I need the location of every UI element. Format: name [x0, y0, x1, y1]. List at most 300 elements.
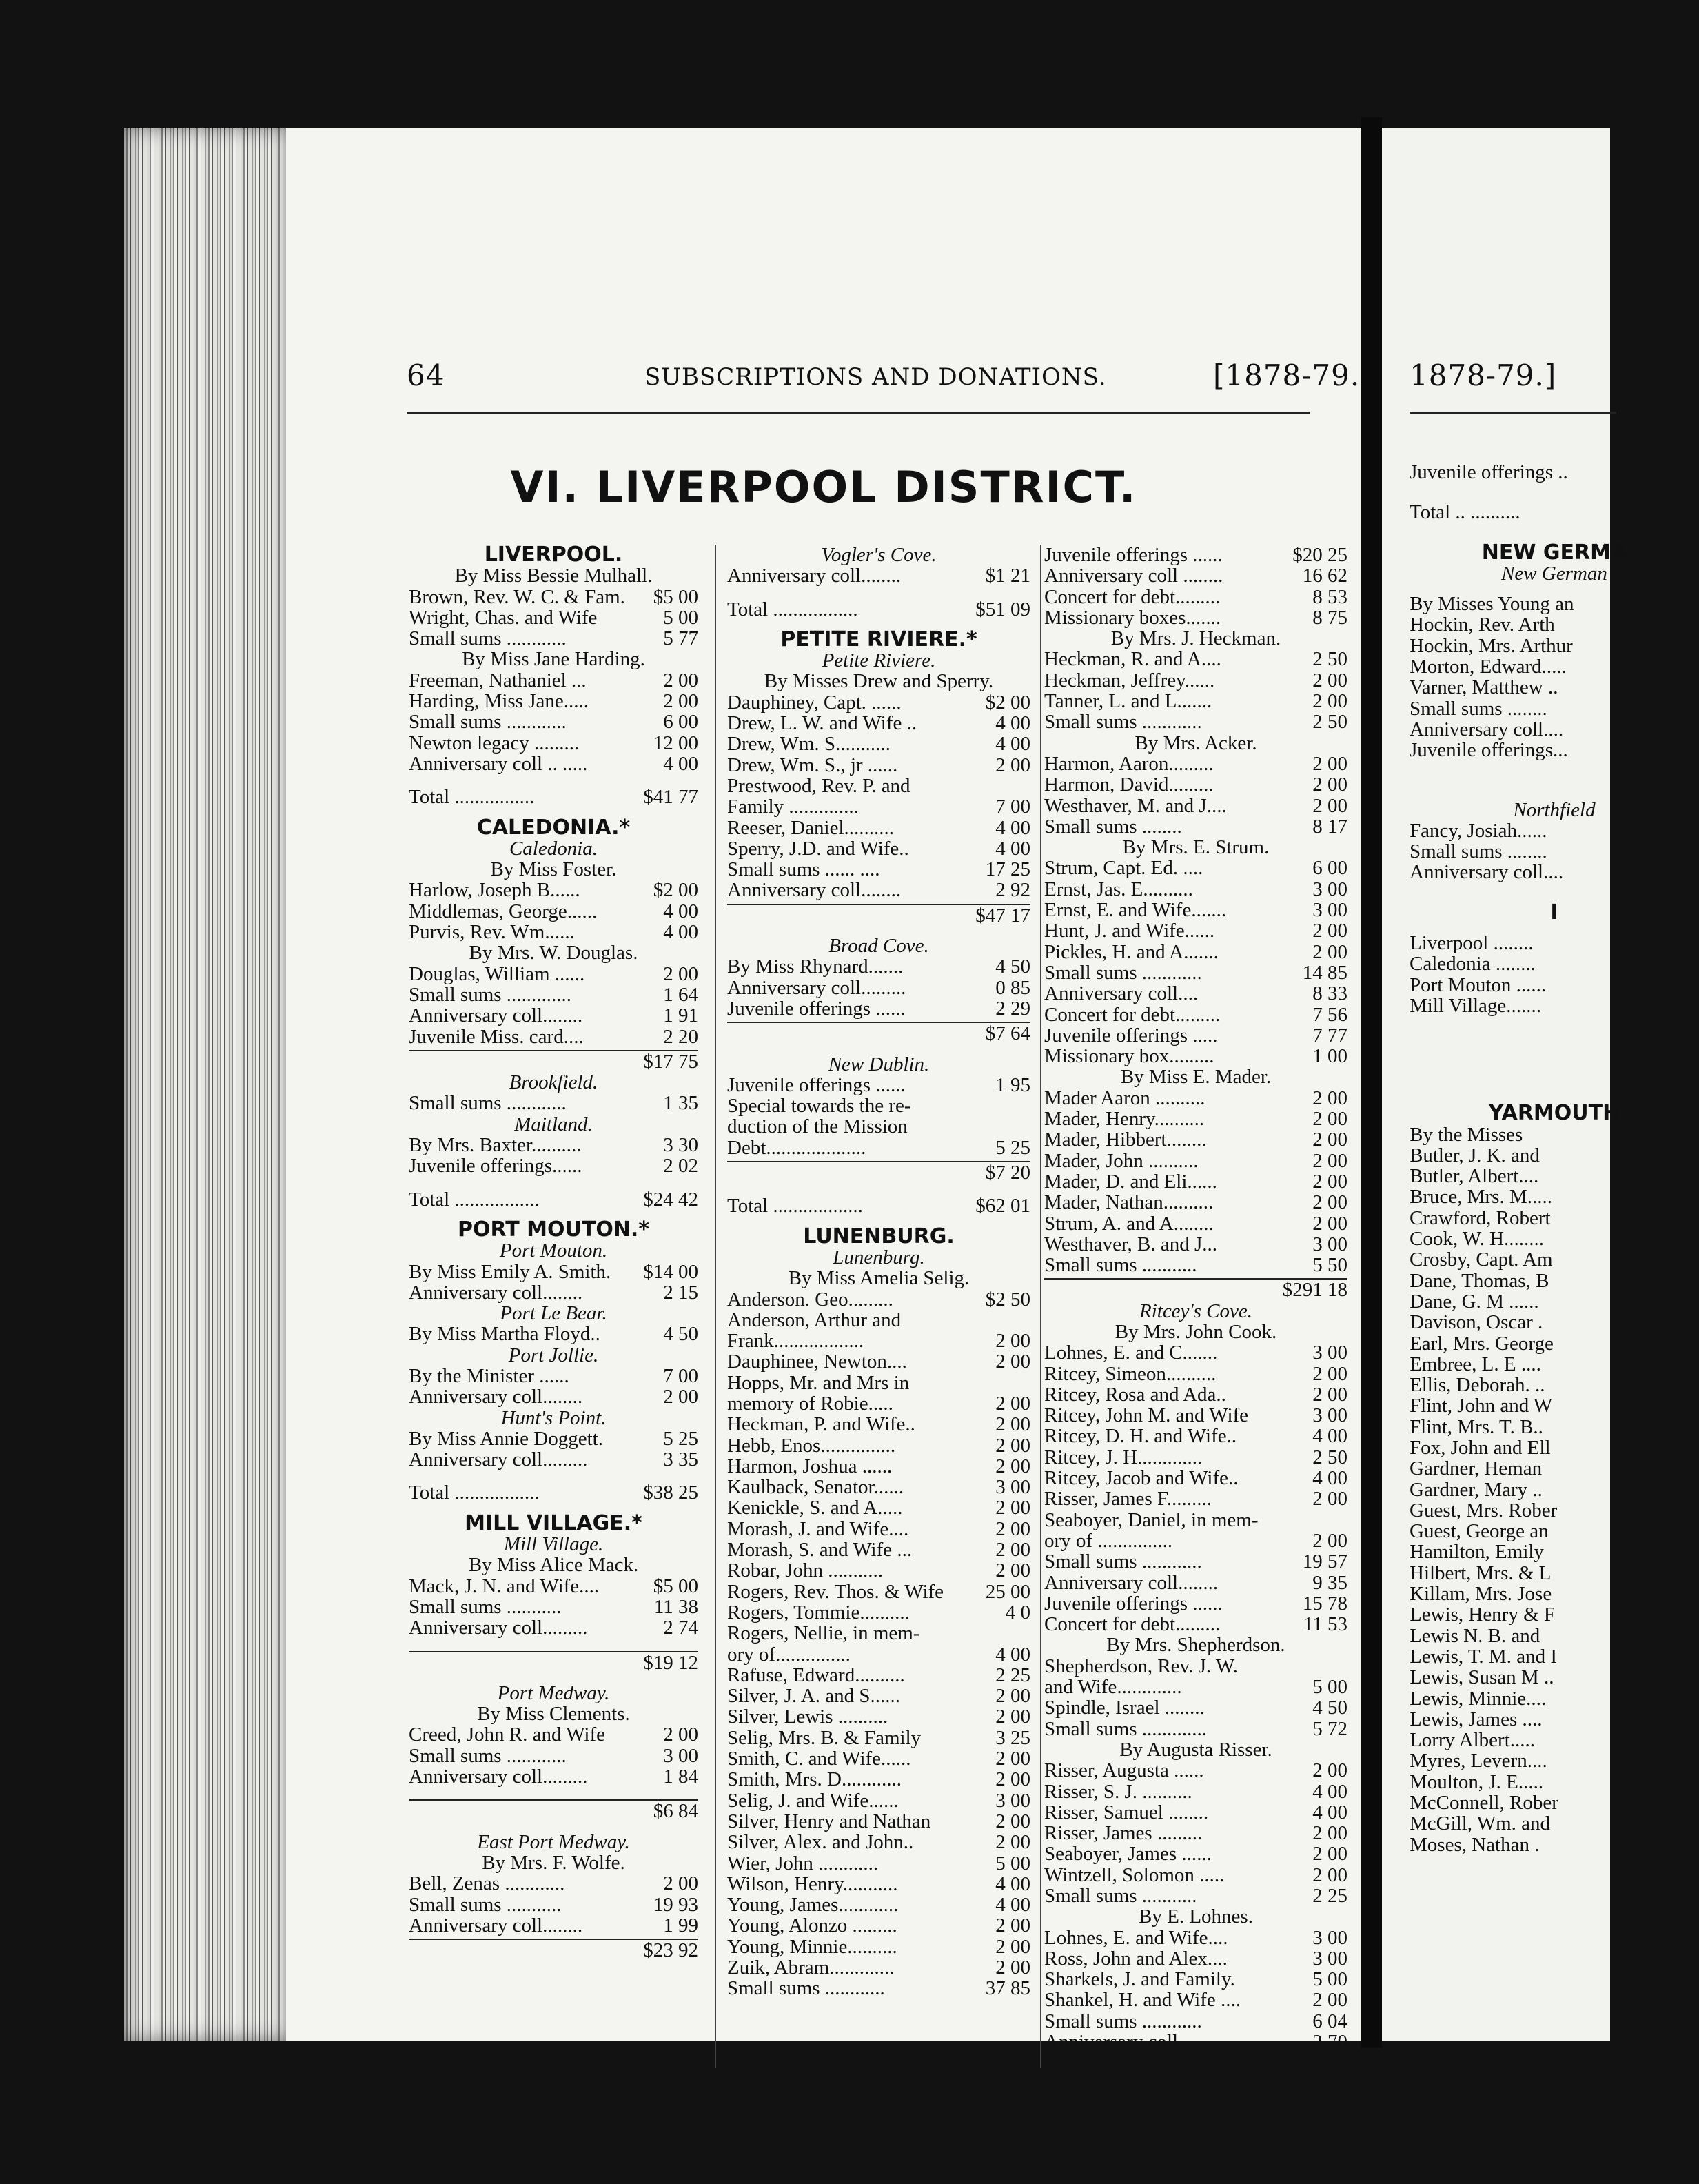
entry-text: Broad Cove. [828, 935, 929, 958]
entry-text: Hockin, Mrs. Arthur [1410, 634, 1573, 657]
entry-text: McGill, Wm. and [1410, 1812, 1551, 1835]
total-row [409, 1482, 698, 1503]
entry-amount: 2 00 [1312, 1362, 1347, 1385]
entry-row [1410, 1584, 1699, 1604]
entry-text: Port Jollie. [508, 1344, 599, 1366]
right-year-range: 1878-79.] [1410, 358, 1557, 392]
entry-text: By Mrs. W. Douglas. [469, 942, 638, 964]
entry-text: Risser, Augusta ...... [1044, 1759, 1204, 1782]
entry-amount: 2 00 [1312, 752, 1347, 775]
entry-row [1044, 1364, 1347, 1384]
entry-row [1044, 1802, 1347, 1823]
entry-amount: 2 15 [663, 1281, 698, 1304]
entry-amount: 2 00 [995, 1748, 1030, 1770]
collector-line [1044, 1322, 1347, 1342]
entry-row [409, 587, 698, 607]
entry-text: By Mrs. Acker. [1135, 731, 1257, 754]
entry-row [1410, 1521, 1699, 1541]
entry-text: Seaboyer, James ...... [1044, 1843, 1212, 1866]
entry-text: By Miss Alice Mack. [468, 1554, 639, 1577]
entry-text: Anniversary coll.... [1410, 718, 1564, 740]
spacer [727, 587, 1030, 596]
entry-text: By Miss Martha Floyd.. [409, 1323, 600, 1346]
place-name [409, 1408, 698, 1428]
entry-text: Lewis, T. M. and I [1410, 1645, 1557, 1668]
entry-row [409, 1262, 698, 1282]
entry-row [727, 859, 1030, 880]
entry-row [727, 1665, 1030, 1686]
entry-text: Port Mouton ...... [1410, 973, 1547, 996]
entry-row [409, 670, 698, 691]
entry-text: Total .. .......... [1410, 501, 1520, 524]
entry-amount: 2 00 [1312, 1170, 1347, 1193]
entry-row [727, 1623, 1030, 1644]
spacer [1410, 483, 1699, 492]
entry-text: Cook, W. H........ [1410, 1228, 1544, 1251]
entry-amount: 19 93 [653, 1893, 698, 1916]
entry-text: Lunenburg. [833, 1246, 925, 1268]
entry-amount: $20 25 [1292, 544, 1347, 566]
spacer [1410, 523, 1699, 533]
entry-text: Brookfield. [509, 1071, 598, 1094]
entry-text: By Miss Rhynard....... [727, 956, 904, 978]
spacer [1410, 1045, 1699, 1055]
entry-text: ory of............... [727, 1643, 851, 1666]
subtotal [409, 1651, 698, 1673]
collector-line [1044, 628, 1347, 649]
entry-text: Concert for debt......... [1044, 585, 1221, 608]
entry-row [1044, 1719, 1347, 1739]
entry-text: Harlow, Joseph B...... [409, 879, 580, 902]
entry-text: Douglas, William ...... [409, 962, 585, 985]
entry-text: LIVERPOOL. [484, 543, 623, 567]
entry-amount: 2 00 [995, 1914, 1030, 1937]
entry-text: Juvenile offerings ...... [1044, 1592, 1223, 1615]
entry-row [1044, 1614, 1347, 1635]
entry-text: Silver, Alex. and John.. [727, 1831, 914, 1854]
entry-text: Small sums ............ [409, 627, 567, 650]
entry-amount: 2 00 [663, 1872, 698, 1895]
entry-row [1410, 1730, 1699, 1750]
entry-text: Fox, John and Ell [1410, 1436, 1551, 1459]
entry-text: Anniversary coll......... [409, 1766, 588, 1788]
entry-text: Anniversary coll......... [409, 1617, 588, 1639]
entry-text: Small sums ........... [409, 1893, 562, 1916]
entry-row [1410, 1354, 1699, 1375]
entry-row [727, 1644, 1030, 1665]
entry-amount: 4 00 [995, 1894, 1030, 1917]
entry-row [727, 1414, 1030, 1435]
entry-text: Maitland. [514, 1113, 593, 1135]
entry-text: Special towards the re- [727, 1095, 911, 1118]
entry-row [1044, 1969, 1347, 1990]
column-divider [715, 545, 716, 2068]
entry-text: ory of ............... [1044, 1529, 1173, 1552]
entry-row [1044, 1697, 1347, 1718]
entry-text: Seaboyer, Daniel, in mem- [1044, 1508, 1259, 1531]
entry-amount: 4 00 [663, 752, 698, 775]
entry-amount: 2 00 [995, 1434, 1030, 1457]
entry-amount: $1 21 [985, 565, 1030, 587]
entry-amount: 3 00 [663, 1744, 698, 1767]
entry-text: Ritcey, D. H. and Wife.. [1044, 1425, 1237, 1448]
entry-row [727, 1373, 1030, 1393]
entry-amount: 1 91 [663, 1004, 698, 1027]
entry-row [727, 1477, 1030, 1497]
entry-text: Harding, Miss Jane..... [409, 690, 589, 713]
entry-text: YARMOUTH [1488, 1101, 1620, 1126]
entry-text: Anniversary coll........ [1044, 2031, 1219, 2054]
entry-amount: $38 25 [643, 1482, 698, 1504]
entry-text: Freeman, Nathaniel ... [409, 669, 587, 691]
entry-amount: 2 00 [995, 1455, 1030, 1477]
entry-amount: 1 84 [663, 1766, 698, 1788]
entry-amount: 1 95 [995, 1073, 1030, 1096]
entry-text: Lohnes, E. and C....... [1044, 1342, 1218, 1364]
entry-amount: 2 00 [1312, 1191, 1347, 1214]
entry-row [1410, 677, 1699, 698]
entry-text: Bell, Zenas ............ [409, 1872, 565, 1895]
spacer [1410, 780, 1699, 790]
entry-amount: $24 42 [643, 1188, 698, 1211]
entry-amount: 4 50 [995, 956, 1030, 978]
entry-text: PORT MOUTON.* [457, 1217, 650, 1242]
entry-amount: 2 00 [995, 754, 1030, 776]
entry-row [1410, 1834, 1699, 1855]
entry-text: Total ................. [409, 1482, 540, 1504]
entry-amount: 2 00 [1312, 1129, 1347, 1151]
entry-row [1044, 711, 1347, 732]
entry-row [409, 1894, 698, 1915]
entry-text: Ritcey's Cove. [1139, 1300, 1253, 1322]
entry-amount: 2 00 [1312, 1108, 1347, 1131]
entry-amount: 2 00 [1312, 1863, 1347, 1886]
entry-row [1410, 1166, 1699, 1186]
entry-amount: 5 25 [995, 1136, 1030, 1159]
entry-text: Fancy, Josiah...... [1410, 819, 1547, 842]
entry-row [1044, 1046, 1347, 1066]
entry-row [1410, 841, 1699, 862]
entry-text: By Miss Foster. [490, 858, 617, 881]
entry-text: By Mrs. Baxter.......... [409, 1134, 582, 1157]
entry-text: Hamilton, Emily [1410, 1541, 1544, 1564]
entry-row [1044, 858, 1347, 878]
section-heading [409, 815, 698, 840]
entry-text: Earl, Mrs. George [1410, 1332, 1554, 1355]
collector-line [409, 942, 698, 963]
entry-row [727, 1978, 1030, 1999]
entry-amount: 2 50 [1312, 711, 1347, 734]
entry-text: Guest, George an [1410, 1520, 1549, 1543]
entry-text: Risser, James F......... [1044, 1488, 1212, 1510]
entry-row [1410, 462, 1699, 483]
entry-row [1410, 1604, 1699, 1625]
entry-text: Concert for debt......... [1044, 1003, 1221, 1026]
spacer [1410, 1084, 1699, 1093]
entry-row [1044, 1573, 1347, 1593]
header-rule [407, 412, 1310, 414]
entry-text: By Misses Young an [1410, 593, 1574, 616]
entry-row [1044, 1025, 1347, 1046]
entry-row [1410, 862, 1699, 882]
entry-row [409, 1386, 698, 1407]
entry-text: Strum, A. and A........ [1044, 1212, 1214, 1235]
entry-amount: 4 00 [1312, 1467, 1347, 1490]
entry-row [1410, 1186, 1699, 1207]
entry-text: CALEDONIA.* [476, 815, 631, 840]
entry-text: Anniversary coll........ [409, 1914, 583, 1937]
entry-text: East Port Medway. [477, 1830, 630, 1853]
entry-text: Kaulback, Senator...... [727, 1476, 904, 1499]
entry-text: Anniversary coll........ [409, 1004, 583, 1027]
entry-text: Mader, D. and Eli...... [1044, 1170, 1217, 1193]
entry-row [1044, 942, 1347, 962]
entry-amount: 2 00 [1312, 940, 1347, 963]
entry-row [1044, 774, 1347, 795]
entry-text: Ritcey, Simeon.......... [1044, 1362, 1217, 1385]
subtotal [1044, 1278, 1347, 1300]
entry-text: Butler, Albert.... [1410, 1165, 1539, 1188]
entry-amount: 8 33 [1312, 982, 1347, 1005]
entry-row [1044, 1551, 1347, 1572]
collector-line [409, 1555, 698, 1575]
entry-text: Smith, Mrs. D............ [727, 1768, 902, 1791]
entry-amount: 2 00 [1312, 774, 1347, 796]
entry-text: Mader, Henry.......... [1044, 1108, 1205, 1131]
entry-text: Juvenile offerings... [1410, 739, 1568, 762]
entry-text: Anniversary coll......... [409, 1448, 588, 1471]
entry-row [1044, 2032, 1347, 2052]
entry-text: Lewis, Henry & F [1410, 1604, 1556, 1626]
entry-text: Small sums ........ [1410, 840, 1547, 863]
entry-amount: 1 99 [663, 1914, 698, 1937]
entry-text: Ernst, E. and Wife....... [1044, 899, 1227, 922]
entry-row [727, 692, 1030, 713]
entry-text: Anniversary coll........ [409, 1281, 583, 1304]
entry-amount: 2 00 [995, 1351, 1030, 1373]
entry-row [1044, 1781, 1347, 1802]
entry-text: Strum, Capt. Ed. .... [1044, 857, 1203, 880]
entry-row [1044, 1171, 1347, 1192]
entry-row [1410, 1208, 1699, 1228]
entry-amount: 2 00 [995, 1685, 1030, 1708]
entry-text: Debt.................... [727, 1136, 866, 1159]
entry-text: Anniversary coll.... [1410, 861, 1564, 884]
entry-text: By Miss Jane Harding. [462, 648, 645, 671]
entry-text: Spindle, Israel ........ [1044, 1697, 1205, 1719]
entry-amount: 8 17 [1312, 815, 1347, 838]
entry-text: By E. Lohnes. [1139, 1905, 1253, 1928]
entry-amount: 8 75 [1312, 606, 1347, 629]
spacer [727, 1044, 1030, 1054]
entry-row [1044, 607, 1347, 628]
entry-text: Anniversary coll ........ [1044, 565, 1223, 587]
entry-amount: 2 50 [1312, 648, 1347, 671]
entry-amount: 0 85 [995, 976, 1030, 999]
entry-row [1044, 1405, 1347, 1426]
entry-text: Small sums ............ [1044, 1550, 1202, 1573]
entry-text: Wier, John ............ [727, 1852, 879, 1874]
entry-amount: 2 00 [1312, 1149, 1347, 1172]
entry-text: Juvenile offerings ...... [1044, 544, 1223, 566]
place-name [409, 838, 698, 859]
collector-line [1044, 1066, 1347, 1087]
entry-row [409, 1135, 698, 1155]
entry-row [1410, 698, 1699, 719]
entry-text: Anderson, Arthur and [727, 1308, 902, 1331]
entry-amount: 16 62 [1302, 565, 1347, 587]
entry-row [1410, 1646, 1699, 1667]
entry-text: Caledonia. [509, 837, 598, 860]
entry-text: Heckman, R. and A.... [1044, 648, 1221, 671]
entry-text: Drew, Wm. S., jr ...... [727, 754, 898, 776]
collector-line [727, 1268, 1030, 1288]
entry-amount: 3 00 [1312, 1342, 1347, 1364]
entry-row [1410, 1145, 1699, 1166]
entry-row [1410, 975, 1699, 995]
entry-amount: 4 00 [1312, 1425, 1347, 1448]
entry-text: Total ................. [409, 1188, 540, 1211]
entry-amount: 6 04 [1312, 2010, 1347, 2032]
entry-amount: 2 00 [1312, 1488, 1347, 1510]
entry-row [727, 1331, 1030, 1351]
entry-amount: 2 20 [663, 1025, 698, 1048]
entry-text: Small sums ............. [409, 983, 572, 1006]
column-divider [1040, 545, 1041, 2068]
entry-row [1410, 1813, 1699, 1834]
entry-text: Ellis, Deborah. .. [1410, 1374, 1545, 1397]
entry-text: By Misses Drew and Sperry. [764, 670, 994, 693]
entry-text: By Miss Emily A. Smith. [409, 1260, 611, 1283]
entry-row [1410, 1500, 1699, 1521]
entry-text: By Miss E. Mader. [1120, 1066, 1272, 1089]
book-gutter [1361, 117, 1382, 2048]
total-row [409, 787, 698, 807]
entry-row [1044, 1088, 1347, 1109]
entry-row [727, 1456, 1030, 1477]
entry-row [727, 1497, 1030, 1518]
entry-text: Varner, Matthew .. [1410, 676, 1558, 699]
entry-row [1410, 1291, 1699, 1312]
entry-row [727, 776, 1030, 796]
entry-row [1044, 1004, 1347, 1025]
entry-text: By Mrs. F. Wolfe. [482, 1851, 625, 1874]
entry-amount: 6 00 [1312, 857, 1347, 880]
entry-text: Heckman, Jeffrey...... [1044, 669, 1215, 691]
entry-text: Dauphiney, Capt. ...... [727, 691, 902, 714]
place-name [409, 1072, 698, 1093]
entry-text: Mill Village....... [1410, 994, 1542, 1017]
entry-text: Young, Minnie.......... [727, 1935, 897, 1958]
entry-row [727, 1853, 1030, 1874]
entry-amount: 1 35 [663, 1092, 698, 1115]
entry-text: Smith, C. and Wife...... [727, 1748, 911, 1770]
spacer [1410, 1055, 1699, 1064]
entry-text: Morash, J. and Wife.... [727, 1517, 909, 1540]
entry-amount: 2 00 [1312, 1843, 1347, 1866]
entry-amount: 4 50 [1312, 1697, 1347, 1719]
page-edges [124, 128, 289, 2041]
entry-text: Robar, John ........... [727, 1559, 883, 1582]
running-title: SUBSCRIPTIONS AND DONATIONS. [644, 363, 1107, 391]
entry-amount: 14 85 [1302, 961, 1347, 984]
section-heading [1410, 540, 1699, 565]
entry-amount: 2 00 [1312, 690, 1347, 713]
entry-row [409, 1766, 698, 1787]
entry-text: Juvenile offerings ..... [1044, 1024, 1218, 1046]
entry-row [727, 1539, 1030, 1560]
entry-text: Small sums ............ [1044, 961, 1202, 984]
entry-row [727, 880, 1030, 900]
entry-amount: 2 00 [995, 1559, 1030, 1582]
entry-text: Ernst, Jas. E.......... [1044, 878, 1193, 900]
entry-text: Hilbert, Mrs. & L [1410, 1561, 1552, 1584]
spacer [727, 1183, 1030, 1193]
entry-row [727, 1351, 1030, 1372]
entry-text: Juvenile offerings...... [409, 1155, 582, 1177]
entry-text: Lewis, James .... [1410, 1708, 1543, 1730]
entry-text: Small sums ...... .... [727, 858, 880, 881]
entry-amount: 17 25 [985, 858, 1030, 881]
entry-row [1410, 1124, 1699, 1145]
spacer [1410, 1064, 1699, 1074]
entry-row [727, 998, 1030, 1019]
entry-text: Rafuse, Edward.......... [727, 1664, 905, 1686]
entry-row [409, 1617, 698, 1638]
entry-text: and Wife............. [1044, 1676, 1182, 1699]
entry-amount: 2 00 [1312, 1759, 1347, 1782]
entry-text: Mader Aaron .......... [1044, 1086, 1205, 1109]
entry-row [1044, 649, 1347, 669]
entry-amount: 2 00 [995, 1831, 1030, 1854]
entry-row [1044, 754, 1347, 774]
section-heading [409, 1510, 698, 1535]
column-1 [409, 545, 698, 1961]
collector-line [409, 1703, 698, 1724]
entry-row [409, 901, 698, 922]
entry-text: Dauphinee, Newton.... [727, 1351, 907, 1373]
entry-amount: 6 00 [663, 711, 698, 734]
entry-amount: 7 00 [663, 1364, 698, 1387]
entry-text: Reeser, Daniel.......... [727, 816, 895, 839]
entry-text: Small sums ............ [1044, 711, 1202, 734]
entry-amount: 4 00 [663, 921, 698, 944]
place-name [409, 1534, 698, 1555]
entry-row [409, 754, 698, 774]
entry-text: Harmon, David......... [1044, 774, 1214, 796]
entry-amount: 2 00 [995, 1392, 1030, 1415]
entry-amount: 4 00 [1312, 1780, 1347, 1803]
entry-amount: 4 00 [663, 900, 698, 922]
entry-text: Concert for debt......... [1044, 1613, 1221, 1636]
entry-amount: 2 25 [1312, 1885, 1347, 1907]
entry-row [727, 1790, 1030, 1811]
place-name [727, 545, 1030, 565]
left-page [286, 128, 1361, 2054]
entry-text: Rogers, Nellie, in mem- [727, 1622, 920, 1645]
entry-text: Hunt, J. and Wife...... [1044, 920, 1215, 942]
entry-text: Creed, John R. and Wife [409, 1723, 606, 1746]
entry-text: Anniversary coll........ [727, 565, 902, 587]
entry-amount: 2 00 [995, 1768, 1030, 1791]
entry-text: Drew, L. W. and Wife .. [727, 712, 917, 735]
entry-row [1410, 995, 1699, 1016]
entry-amount: 2 00 [1312, 1989, 1347, 2012]
entry-text: Total ................. [727, 598, 858, 620]
entry-text: By the Minister ...... [409, 1364, 569, 1387]
entry-text: Risser, S. J. .......... [1044, 1780, 1192, 1803]
entry-text: duction of the Mission [727, 1115, 908, 1138]
